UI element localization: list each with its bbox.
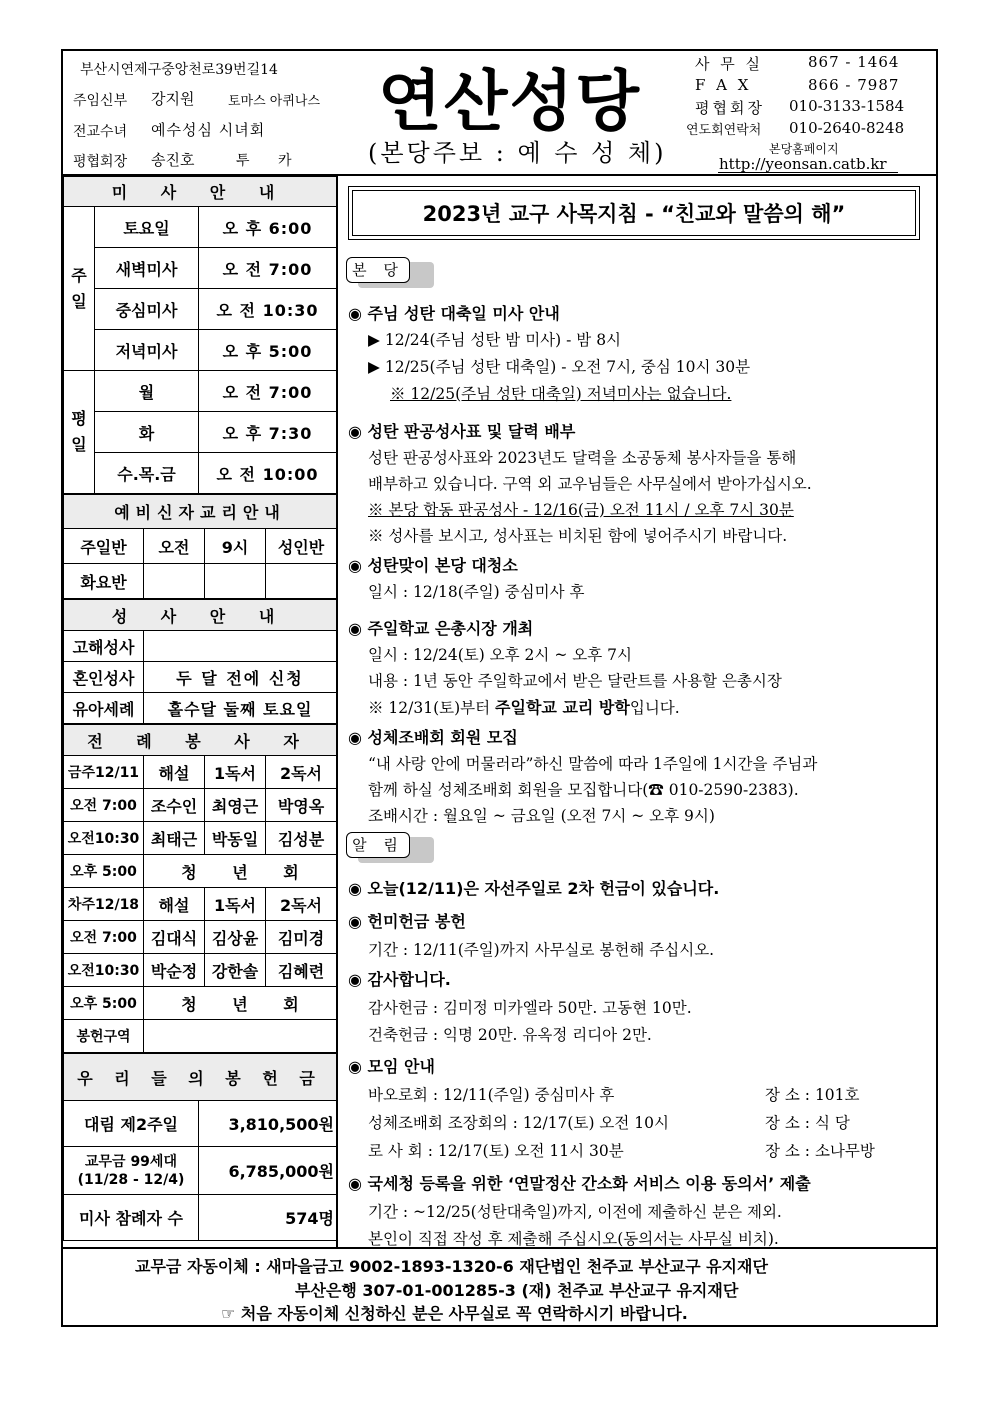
offering-label: 대림 제2주일 [64, 1101, 199, 1147]
server-cell: 김성분 [266, 822, 337, 855]
server-cell: 김미경 [266, 921, 337, 954]
sunday-label: 주 일 [64, 207, 95, 371]
mass-name: 새벽미사 [95, 248, 199, 289]
catechumen-heading: 예비신자교리안내 [64, 495, 337, 529]
notice-line: 본인이 직접 작성 후 제출해 주십시오(동의서는 사무실 비치). [368, 1230, 779, 1248]
mass-name: 토요일 [95, 207, 199, 248]
weekday-label: 평 일 [64, 371, 95, 494]
contact-value: 010-2640-8248 [789, 119, 905, 137]
server-cell: 오후 5:00 [64, 987, 144, 1020]
mass-time: 오 후 7:30 [199, 412, 337, 453]
notice-heading: ◉ 오늘(12/11)은 자선주일로 2차 헌금이 있습니다. [348, 879, 720, 898]
server-cell: 1독서 [205, 888, 266, 921]
server-cell: 최태근 [144, 822, 205, 855]
sacrament-table [63, 599, 337, 724]
notice-line: 함께 하실 성체조배회 회원을 모집합니다(☎ 010-2590-2383). [368, 781, 799, 799]
contact-label: 사 무 실 [695, 55, 764, 73]
notice-line: 배부하고 있습니다. 구역 외 교우님들은 사무실에서 받아가십시오. [368, 475, 812, 493]
notice-line: 성탄 판공성사표와 2023년도 달력을 소공동체 봉사자들을 통해 [368, 449, 797, 467]
class-cell [266, 564, 337, 599]
offering-value: 3,810,500원 [199, 1101, 337, 1147]
mass-name: 중심미사 [95, 289, 199, 330]
server-cell: 박순정 [144, 954, 205, 987]
offering-heading: 우 리 들 의 봉 헌 금 [64, 1054, 337, 1101]
class-cell: 주일반 [64, 529, 144, 564]
contact-value: 010-3133-1584 [789, 97, 905, 115]
council-role: 평협회장 [73, 154, 128, 170]
text-span: ※ 12/31(토)부터 [368, 699, 496, 717]
mass-time: 오 전 7:00 [199, 371, 337, 412]
server-cell: 청 년 회 [144, 987, 337, 1020]
notice-line: 일시 : 12/18(주일) 중심미사 후 [368, 583, 585, 601]
notice-line: ※ 성사를 보시고, 성사표는 비치된 함에 넣어주시기 바랍니다. [368, 527, 788, 545]
server-cell: 오전 7:00 [64, 921, 144, 954]
notice-line: 기간 : 12/11(주일)까지 사무실로 봉헌해 주십시오. [368, 941, 715, 959]
server-cell: 차주12/18 [64, 888, 144, 921]
tab-parish-label: 본 당 [346, 257, 410, 283]
class-cell: 화요반 [64, 564, 144, 599]
notice-line: 건축헌금 : 익명 20만. 유옥정 리디아 2만. [368, 1026, 652, 1044]
council-baptism: 투 카 [236, 153, 292, 169]
servers-table [63, 724, 337, 1053]
sacrament-name: 고해성사 [64, 631, 144, 662]
homepage-label: 본당홈페이지 [769, 142, 839, 156]
offering-table [63, 1053, 337, 1241]
footer [63, 1247, 936, 1327]
mass-time: 오 후 5:00 [199, 330, 337, 371]
pastor-role: 주임신부 [73, 93, 128, 109]
page-title: 연산성당 [378, 63, 642, 140]
meeting-what: 성체조배회 조장회의 : 12/17(토) 오전 10시 [368, 1114, 669, 1132]
server-cell: 김대식 [144, 921, 205, 954]
server-cell: 오전 7:00 [64, 789, 144, 822]
homepage-link[interactable]: http://yeonsan.catb.kr [719, 155, 887, 173]
server-cell: 김상윤 [205, 921, 266, 954]
offering-label: 미사 참례자 수 [64, 1195, 199, 1241]
sister-role: 전교수녀 [73, 124, 128, 140]
mass-time: 오 전 7:00 [199, 248, 337, 289]
homepage-underline [718, 172, 898, 173]
notice-line: 조배시간 : 월요일 ~ 금요일 (오전 7시 ~ 오후 9시) [368, 807, 715, 825]
server-cell: 최영근 [205, 789, 266, 822]
pastor-name: 강지원 [151, 90, 195, 108]
class-cell [205, 564, 266, 599]
contact-label: 평협회장 [695, 99, 765, 117]
notice-heading: ◉ 주일학교 은총시장 개최 [348, 619, 534, 638]
server-cell: 청 년 회 [144, 855, 337, 888]
server-cell: 오전10:30 [64, 954, 144, 987]
sacrament-name: 혼인성사 [64, 662, 144, 693]
meeting-what: 로 사 회 : 12/17(토) 오전 11시 30분 [368, 1142, 624, 1160]
footer-line-1: 교무금 자동이체 : 새마을금고 9002-1893-1320-6 재단법인 천주교 부산교구 유지재단 [135, 1257, 768, 1276]
notice-heading: ◉ 성탄맞이 본당 대청소 [348, 556, 518, 575]
server-cell: 2독서 [266, 756, 337, 789]
notice-heading: ◉ 성탄 판공성사표 및 달력 배부 [348, 422, 576, 441]
offering-value: 574명 [199, 1195, 337, 1241]
footer-line-3: ☞ 처음 자동이체 신청하신 분은 사무실로 꼭 연락하시기 바랍니다. [221, 1304, 688, 1323]
notice-heading: ◉ 국세청 등록을 위한 ‘연말정산 간소화 서비스 이용 동의서’ 제출 [348, 1174, 811, 1193]
tab-notice [346, 832, 434, 860]
meeting-where: 장 소 : 소나무방 [765, 1142, 875, 1160]
council-name: 송진호 [151, 151, 195, 169]
server-cell: 오전10:30 [64, 822, 144, 855]
meeting-where: 장 소 : 식 당 [765, 1114, 850, 1132]
notice-heading: ◉ 헌미헌금 봉헌 [348, 912, 466, 931]
banner-title: 2023년 교구 사목지침 - “친교와 말씀의 해” [352, 190, 916, 236]
notice-line: 내용 : 1년 동안 주일학교에서 받은 달란트를 사용할 은총시장 [368, 672, 782, 690]
notice-line: ▶ 12/25(주님 성탄 대축일) - 오전 7시, 중심 10시 30분 [368, 358, 751, 376]
notice-line: ▶ 12/24(주님 성탄 밤 미사) - 밤 8시 [368, 331, 622, 349]
notice-line: ※ 본당 합동 판공성사 - 12/16(금) 오전 11시 / 오후 7시 30분 [368, 501, 794, 519]
parish-address: 부산시연제구중앙천로39번길14 [80, 62, 278, 78]
notice-line: 기간 : ~12/25(성탄대축일)까지, 이전에 제출하신 분은 제외. [368, 1203, 782, 1221]
servers-heading: 전 례 봉 사 자 [64, 725, 337, 756]
mass-name: 화 [95, 412, 199, 453]
server-cell: 2독서 [266, 888, 337, 921]
server-cell: 조수인 [144, 789, 205, 822]
mass-time: 오 전 10:00 [199, 453, 337, 494]
class-cell: 오전 [144, 529, 205, 564]
server-cell: 봉헌구역 [64, 1020, 144, 1053]
tab-notice-label: 알 림 [346, 832, 410, 858]
notice-line: 일시 : 12/24(토) 오후 2시 ~ 오후 7시 [368, 646, 632, 664]
mass-time: 오 후 6:00 [199, 207, 337, 248]
class-cell: 성인반 [266, 529, 337, 564]
contact-value: 866 - 7987 [808, 76, 900, 94]
contact-label: F A X [695, 76, 752, 94]
server-cell: 김혜련 [266, 954, 337, 987]
mass-name: 수.목.금 [95, 453, 199, 494]
server-cell: 강한솔 [205, 954, 266, 987]
server-cell [144, 1020, 337, 1053]
notice-line [368, 695, 680, 718]
text-span: 입니다. [629, 699, 680, 717]
offering-label: 교무금 99세대 (11/28 - 12/4) [64, 1147, 199, 1195]
pastor-baptism: 토마스 아퀴나스 [228, 94, 321, 109]
server-cell: 해설 [144, 756, 205, 789]
notice-heading: ◉ 모임 안내 [348, 1057, 435, 1076]
meeting-what: 바오로회 : 12/11(주일) 중심미사 후 [368, 1086, 615, 1104]
catechumen-table [63, 494, 337, 599]
offering-value: 6,785,000원 [199, 1147, 337, 1195]
mass-heading: 미 사 안 내 [64, 177, 337, 207]
sacrament-value: 두 달 전에 신청 [144, 662, 337, 693]
contact-value: 867 - 1464 [808, 53, 900, 71]
notice-line: ※ 12/25(주님 성탄 대축일) 저녁미사는 없습니다. [390, 385, 732, 403]
notice-line: 감사헌금 : 김미정 미카엘라 50만. 고동현 10만. [368, 999, 692, 1017]
mass-table [63, 176, 337, 494]
notice-line: “내 사랑 안에 머물러라”하신 말씀에 따라 1주일에 1시간을 주님과 [368, 755, 818, 773]
contact-label: 연도회연락처 [686, 123, 762, 138]
sacrament-value: 홀수달 둘째 토요일 [144, 693, 337, 724]
class-cell: 9시 [205, 529, 266, 564]
server-cell: 박동일 [205, 822, 266, 855]
notice-heading: ◉ 성체조배회 회원 모집 [348, 728, 518, 747]
tab-parish [346, 257, 434, 285]
sacrament-value [144, 631, 337, 662]
page-subtitle: (본당주보 : 예 수 성 체) [368, 139, 667, 167]
server-cell: 오후 5:00 [64, 855, 144, 888]
emphasis-span: 주일학교 교리 방학 [495, 698, 630, 717]
mass-time: 오 전 10:30 [199, 289, 337, 330]
server-cell: 금주12/11 [64, 756, 144, 789]
mass-name: 저녁미사 [95, 330, 199, 371]
sacrament-heading: 성 사 안 내 [64, 600, 337, 631]
server-cell: 박영옥 [266, 789, 337, 822]
mass-name: 월 [95, 371, 199, 412]
left-column [63, 176, 336, 1241]
notice-heading: ◉ 감사합니다. [348, 970, 451, 989]
class-cell [144, 564, 205, 599]
pastoral-banner [348, 186, 920, 240]
sacrament-name: 유아세례 [64, 693, 144, 724]
footer-line-2: 부산은행 307-01-001285-3 (재) 천주교 부산교구 유지재단 [295, 1281, 739, 1300]
sister-name: 예수성심 시녀회 [151, 121, 266, 139]
server-cell: 해설 [144, 888, 205, 921]
server-cell: 1독서 [205, 756, 266, 789]
meeting-where: 장 소 : 101호 [765, 1086, 860, 1104]
notice-heading: ◉ 주님 성탄 대축일 미사 안내 [348, 304, 560, 323]
